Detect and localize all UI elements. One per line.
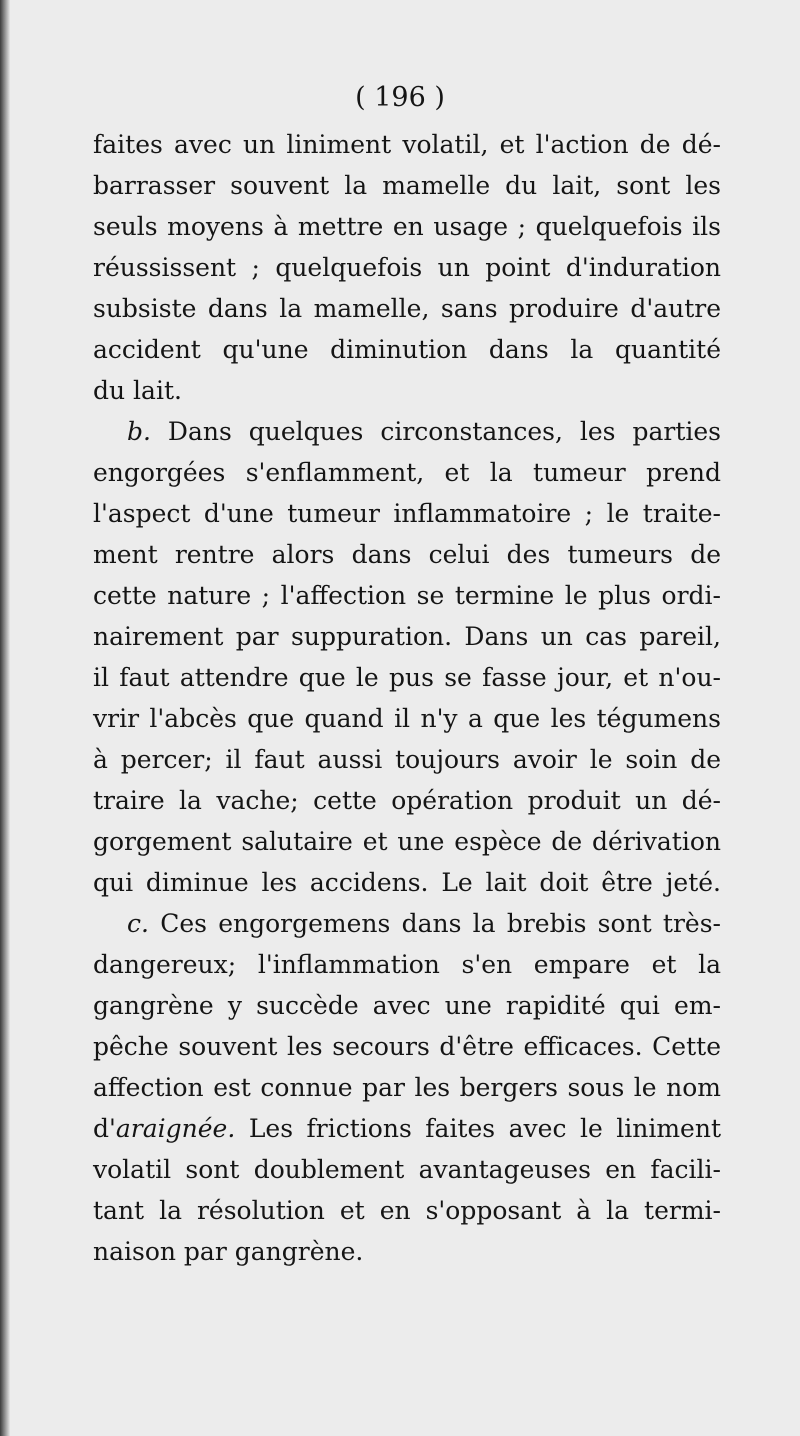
text-line: volatil sont doublement avantageuses en facili- <box>93 1155 721 1184</box>
text-line: il faut attendre que le pus se fasse jour, et n'ou- <box>93 663 721 692</box>
text-line: faites avec un liniment volatil, et l'action de dé- <box>93 130 721 159</box>
text-line: vrir l'abcès que quand il n'y a que les tégumens <box>93 704 721 733</box>
text-line: cette nature ; l'affection se termine le plus ordi- <box>93 581 721 610</box>
text-line: nairement par suppuration. Dans un cas pareil, <box>93 622 721 651</box>
paragraph-b-first-line <box>93 411 721 452</box>
text-line: du lait. <box>93 376 182 405</box>
body-text <box>93 124 721 1272</box>
text-line: dangereux; l'inflammation s'en empare et la <box>93 950 721 979</box>
text-line: accident qu'une diminution dans la quantité <box>93 335 721 364</box>
text-line: Ces engorgemens dans la brebis sont très- <box>160 909 721 938</box>
text-line: ment rentre alors dans celui des tumeurs de <box>93 540 721 569</box>
text-line: barrasser souvent la mamelle du lait, sont les <box>93 171 721 200</box>
text-line: réussissent ; quelquefois un point d'induration <box>93 253 721 282</box>
text-line: Les frictions faites avec le liniment <box>248 1114 721 1143</box>
italic-term-line <box>93 1108 721 1149</box>
text-line: l'aspect d'une tumeur inflammatoire ; le traite- <box>93 499 721 528</box>
text-line: pêche souvent les secours d'être efficaces. Cette <box>93 1032 721 1061</box>
text-line: traire la vache; cette opération produit un dé- <box>93 786 721 815</box>
text-line: qui diminue les accidens. Le lait doit être jeté. <box>93 868 721 897</box>
text-line: seuls moyens à mettre en usage ; quelquefois ils <box>93 212 721 241</box>
text-line: à percer; il faut aussi toujours avoir le soin de <box>93 745 721 774</box>
text-line: gangrène y succède avec une rapidité qui em- <box>93 991 721 1020</box>
paragraph-c-first-line <box>93 903 721 944</box>
text-line: Dans quelques circonstances, les parties <box>167 417 721 446</box>
text-line: gorgement salutaire et une espèce de dérivation <box>93 827 721 856</box>
text-line: subsiste dans la mamelle, sans produire d'autre <box>93 294 721 323</box>
text-line: naison par gangrène. <box>93 1237 364 1266</box>
term-prefix: d' <box>93 1114 116 1143</box>
page-number: ( 196 ) <box>355 82 445 113</box>
text-line: affection est connue par les bergers sous le nom <box>93 1073 721 1102</box>
paragraph-marker-b: b. <box>127 417 151 446</box>
paragraph-marker-c: c. <box>127 909 149 938</box>
text-line: engorgées s'enflamment, et la tumeur prend <box>93 458 721 487</box>
italic-term: araignée. <box>115 1114 236 1143</box>
page-edge-shadow <box>0 0 10 1436</box>
text-line: tant la résolution et en s'opposant à la termi- <box>93 1196 721 1225</box>
